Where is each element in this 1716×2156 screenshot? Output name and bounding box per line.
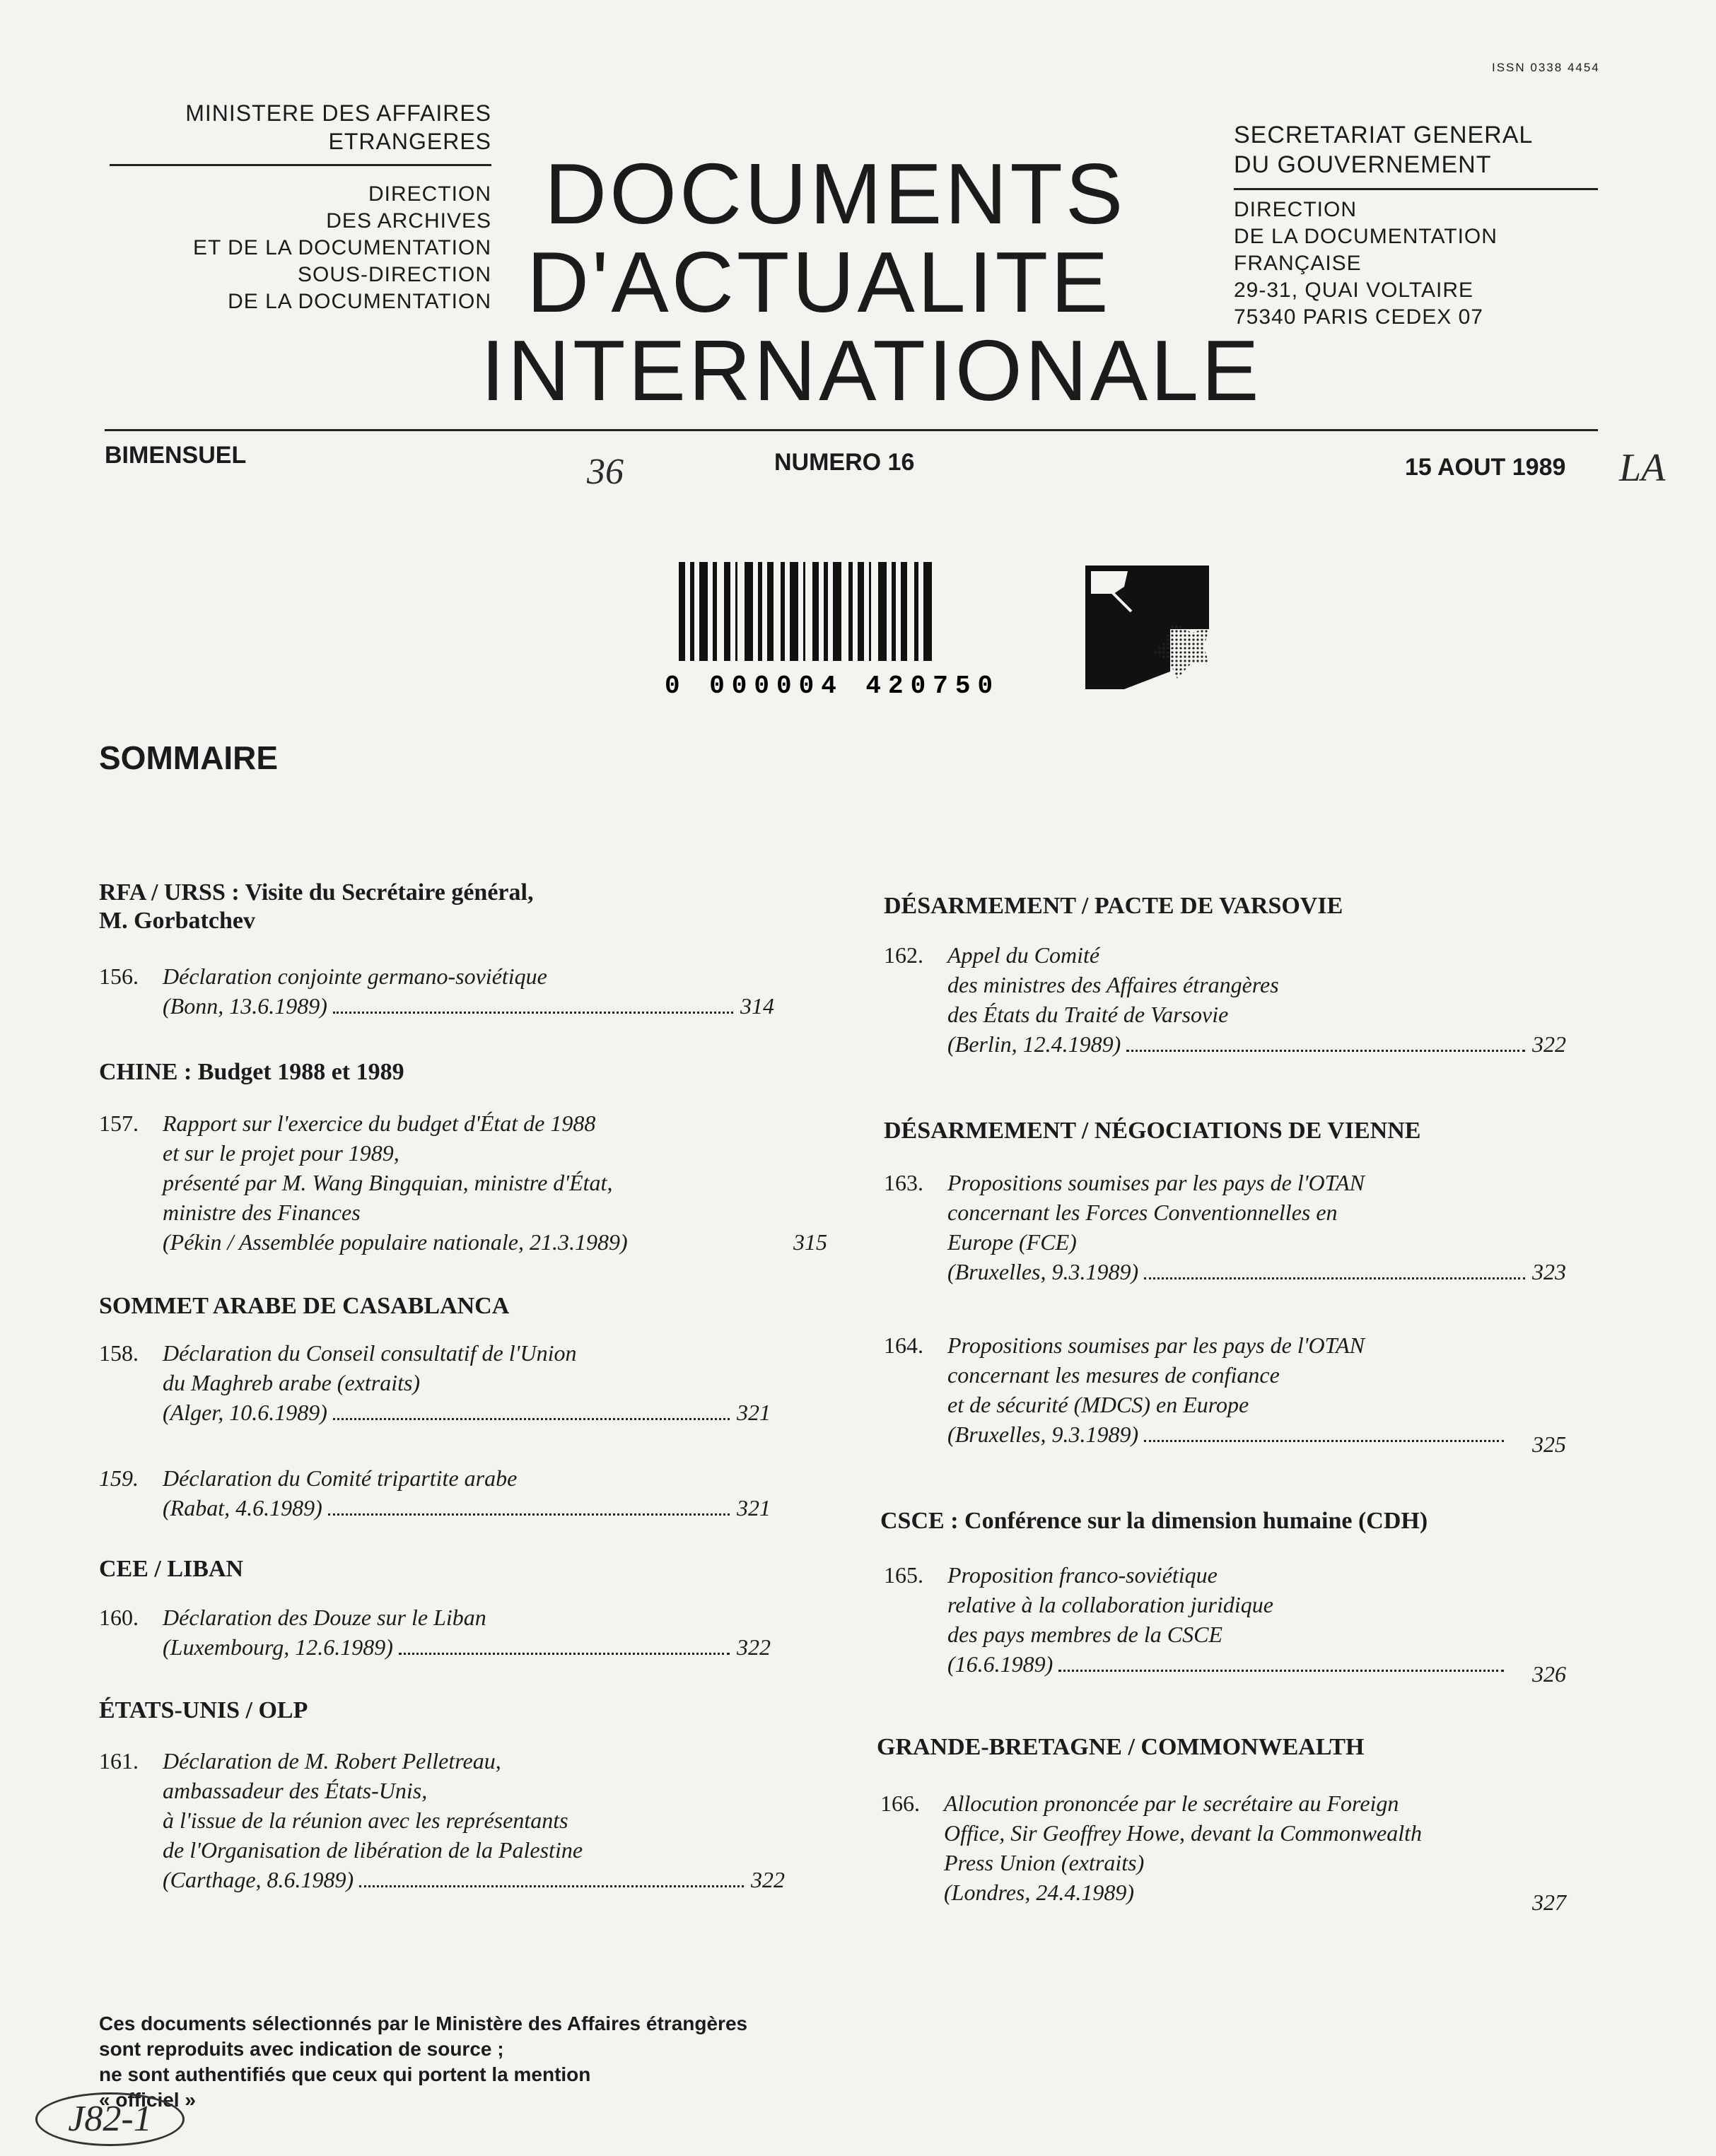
section-cee-liban: CEE / LIBAN (99, 1556, 244, 1582)
masthead-rule (105, 429, 1598, 431)
barcode-bar (679, 562, 685, 661)
barcode-bar (735, 562, 737, 661)
secretariat-name: SECRETARIAT GENERAL DU GOUVERNEMENT (1234, 122, 1534, 178)
barcode-bar (901, 562, 907, 661)
issue-number: NUMERO 16 (774, 449, 915, 476)
page-number: 314 (740, 993, 774, 1019)
page-number: 315 (793, 1229, 827, 1255)
publisher-logo-icon (1085, 566, 1209, 689)
barcode-bar (878, 562, 887, 661)
section-csce-cdh: CSCE : Conférence sur la dimension humaine (CDH) (880, 1508, 1428, 1534)
page-number: 321 (737, 1495, 771, 1521)
barcode-bar (745, 562, 753, 661)
issn: ISSN 0338 4454 (1492, 61, 1600, 74)
barcode-bar (767, 562, 774, 661)
barcode-bar (699, 562, 708, 661)
barcode-bar (848, 562, 853, 661)
page-number: 323 (1532, 1259, 1566, 1284)
page-number: 322 (751, 1867, 785, 1892)
section-etats-unis-olp: ÉTATS-UNIS / OLP (99, 1697, 308, 1723)
direction-documentation: DIRECTION DE LA DOCUMENTATION FRANÇAISE 29-31, QUAI VOLTAIRE 75340 PARIS CEDEX 07 (1234, 198, 1498, 329)
section-sommet-arabe: SOMMET ARABE DE CASABLANCA (99, 1293, 510, 1319)
barcode-bar (803, 562, 805, 661)
page-number: 325 (1532, 1431, 1566, 1457)
direction-archives: DIRECTION DES ARCHIVES ET DE LA DOCUMENTATION SOUS-DIRECTION DE LA DOCUMENTATION (192, 182, 491, 313)
right-header-rule (1234, 188, 1598, 190)
barcode-bar (824, 562, 828, 661)
section-rfa-urss: RFA / URSS : Visite du Secrétaire général, M. Gorbatchev (99, 879, 534, 934)
barcode-bar (724, 562, 730, 661)
page-number: 327 (1532, 1890, 1566, 1915)
left-header-rule (110, 164, 491, 166)
barcode-bar (914, 562, 918, 661)
barcode-bar (781, 562, 785, 661)
barcode-bar (713, 562, 717, 661)
section-negociations-vienne: DÉSARMEMENT / NÉGOCIATIONS DE VIENNE (884, 1118, 1421, 1144)
barcode-bar (869, 562, 871, 661)
ministry-name: MINISTERE DES AFFAIRES ETRANGERES (185, 100, 491, 154)
section-pacte-varsovie: DÉSARMEMENT / PACTE DE VARSOVIE (884, 893, 1343, 919)
section-chine: CHINE : Budget 1988 et 1989 (99, 1059, 404, 1085)
title-line-3: INTERNATIONALE (481, 322, 1262, 418)
barcode-bar (923, 562, 932, 661)
page-number: 322 (737, 1634, 771, 1660)
handwritten-reference: J82-1 (35, 2092, 185, 2146)
barcode-bar (892, 562, 896, 661)
barcode-bar (812, 562, 819, 661)
frequency: BIMENSUEL (105, 442, 247, 469)
barcode-bar (690, 562, 694, 661)
page-number: 322 (1532, 1031, 1566, 1057)
sommaire-title: SOMMAIRE (99, 739, 278, 776)
barcode-bar (790, 562, 798, 661)
handwritten-mark: LA (1619, 446, 1666, 490)
barcode-bar (858, 562, 864, 661)
title-line-2: D'ACTUALITE (527, 234, 1111, 330)
footer-note: Ces documents sélectionnés par le Ministère des Affaires étrangères sont reproduits avec indication de source ; ne sont authentifiés que ceux qui portent la mention « officiel » (99, 2013, 748, 2111)
issue-date: 15 AOUT 1989 (1405, 454, 1566, 481)
page-number: 326 (1532, 1661, 1566, 1687)
title-line-1: DOCUMENTS (544, 146, 1126, 242)
barcode (665, 562, 1068, 696)
page-number: 321 (737, 1400, 771, 1425)
handwritten-number: 36 (587, 452, 624, 492)
barcode-bar (833, 562, 841, 661)
barcode-digits: 0 000004 420750 (665, 672, 1000, 696)
barcode-bar (758, 562, 762, 661)
section-grande-bretagne: GRANDE-BRETAGNE / COMMONWEALTH (877, 1734, 1365, 1760)
